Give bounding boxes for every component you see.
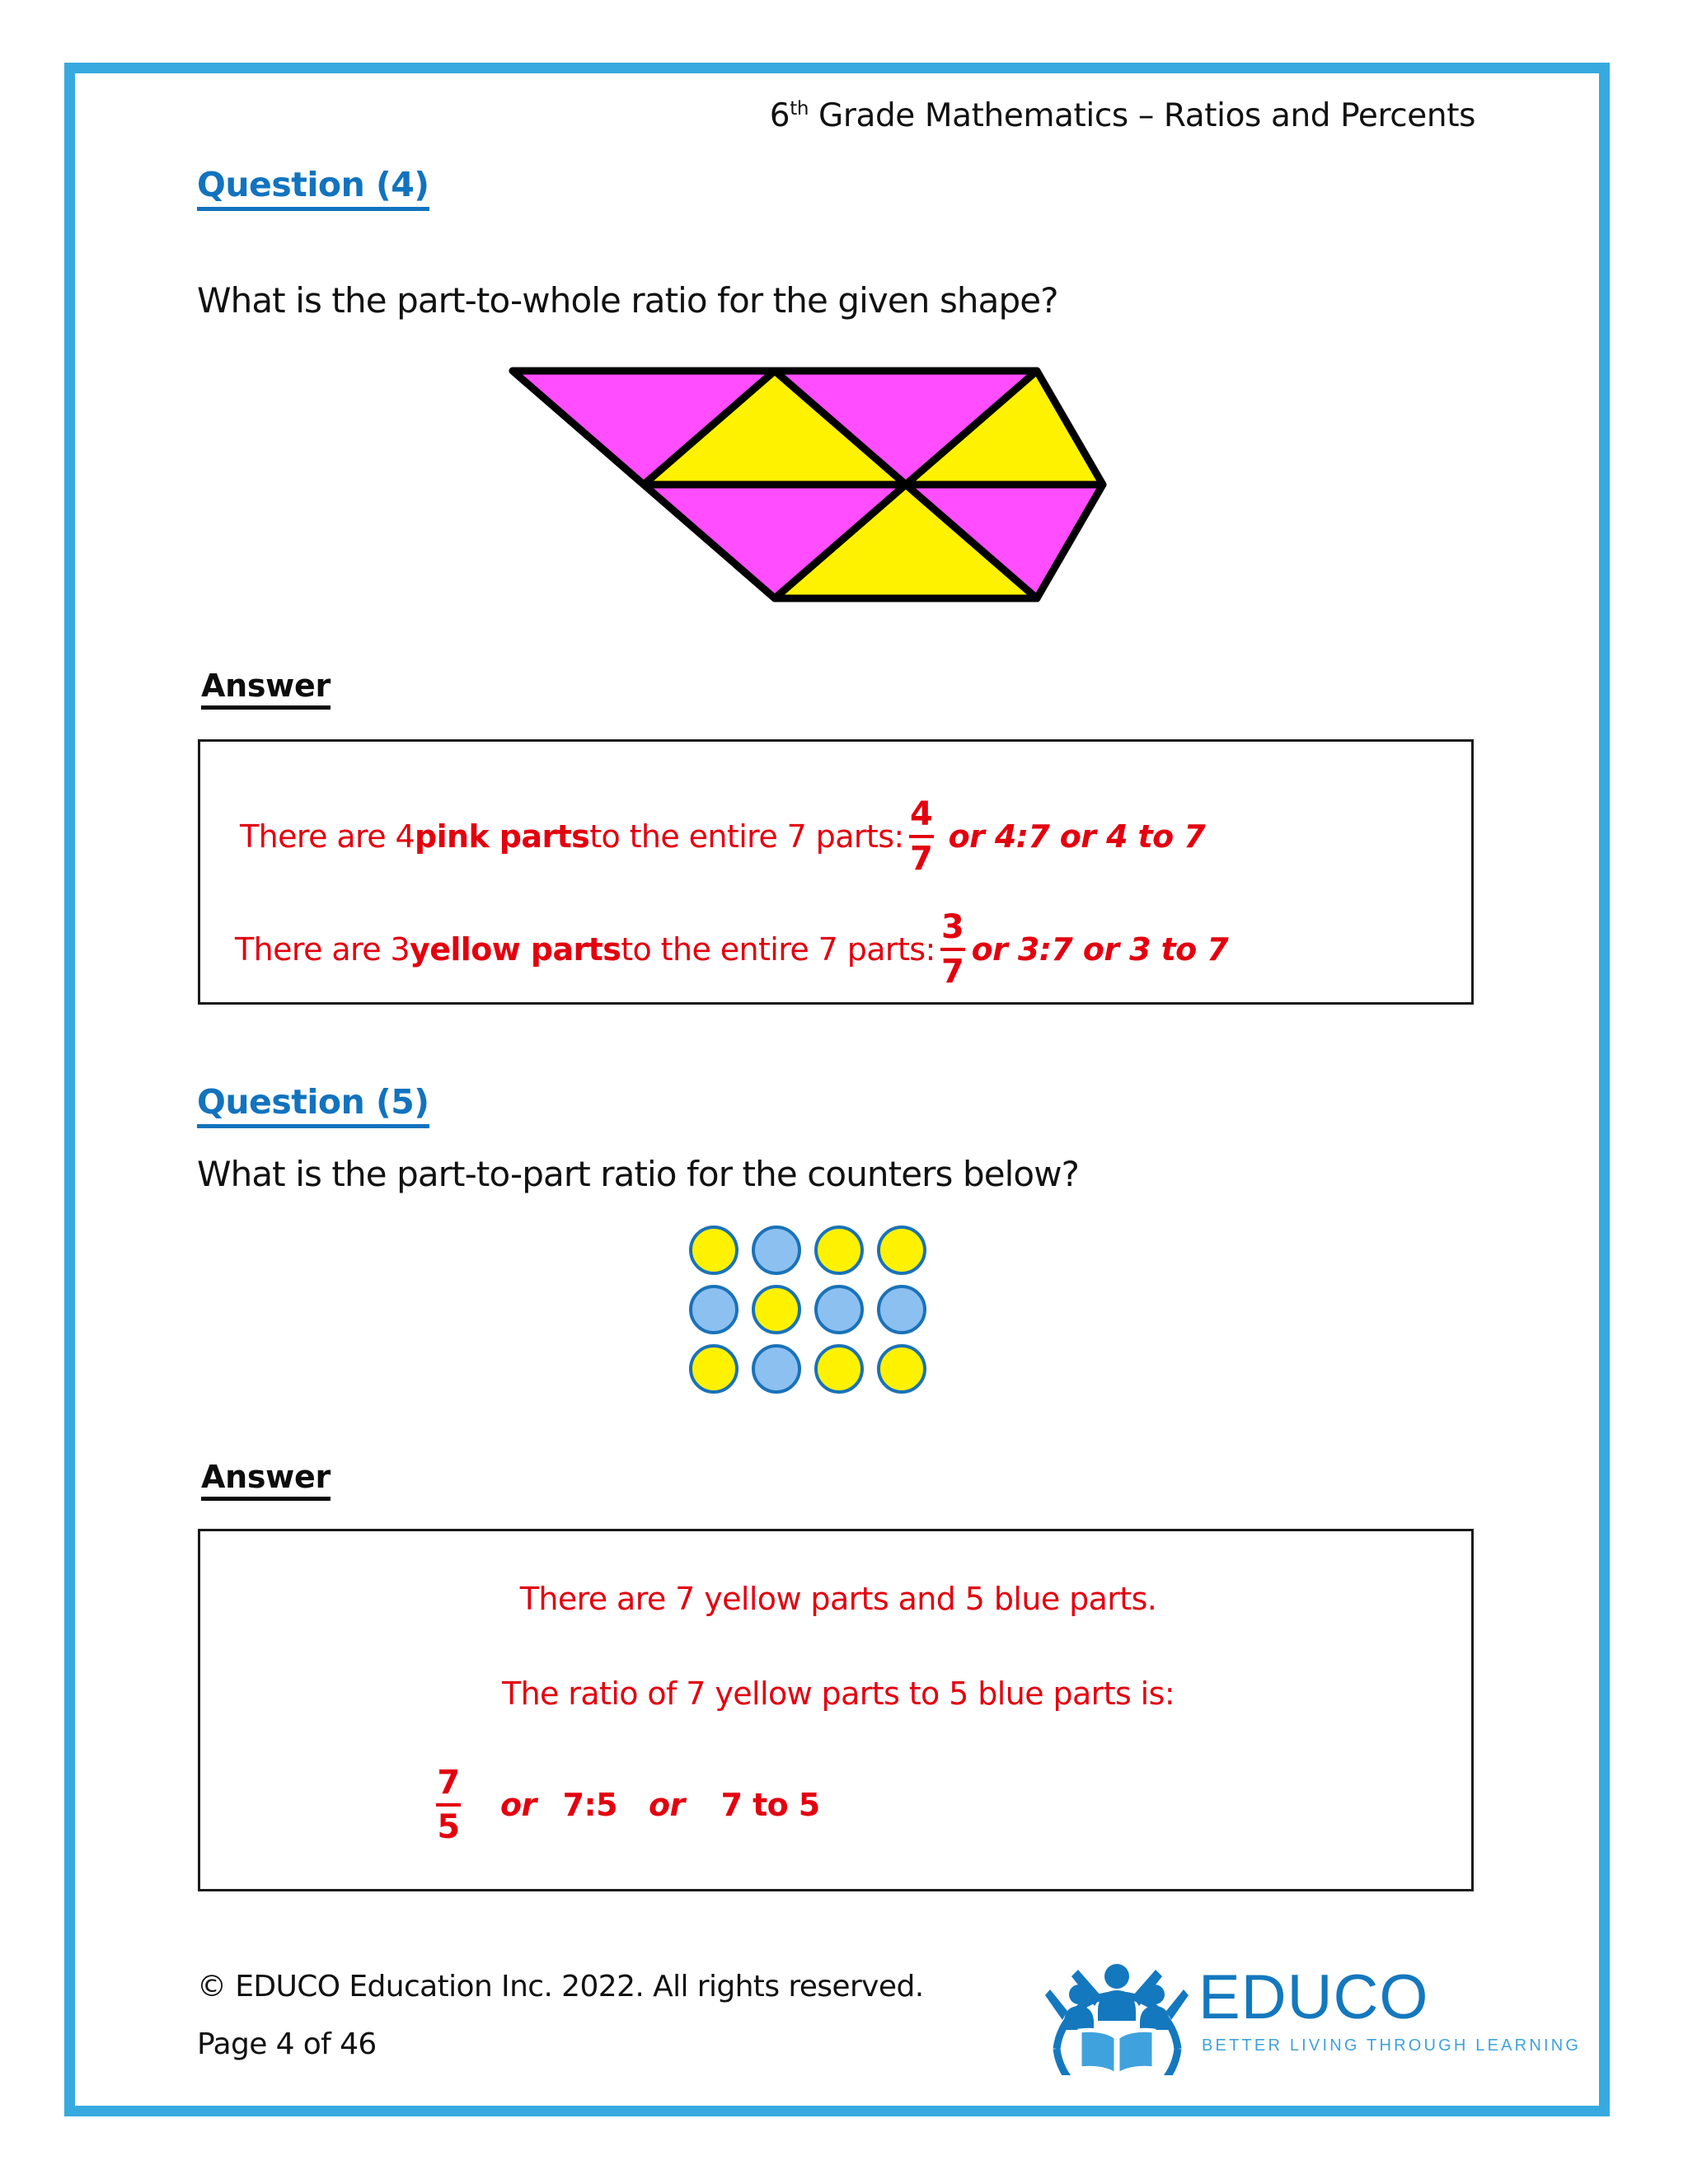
triangle-shape-svg (495, 363, 1121, 610)
answer-5-ratio: 7:5 (562, 1787, 617, 1823)
educo-logo-mark-icon (1045, 1952, 1189, 2075)
answer-4-line-1 (240, 795, 1206, 878)
question-5-heading-label: Question (5) (197, 1082, 429, 1128)
educo-tagline: BETTER LIVING THROUGH LEARNING (1202, 2036, 1582, 2055)
counter-yellow-r1c1 (689, 1226, 738, 1275)
question-4-heading (197, 165, 429, 211)
fraction-bar (909, 835, 934, 838)
answer-4-line1-bold: pink parts (415, 818, 590, 855)
counter-yellow-r3c1 (689, 1344, 738, 1394)
educo-wordmark: EDUCO (1198, 1962, 1429, 2032)
question-5-prompt: What is the part-to-part ratio for the counters below? (197, 1154, 1080, 1194)
answer-label-text: Answer (201, 1459, 331, 1501)
answer-4-line2-pre: There are 3 (235, 931, 410, 968)
answer-4-line1-numerator: 4 (909, 795, 933, 833)
counter-yellow-r3c3 (814, 1344, 864, 1394)
question-5-answer-box (198, 1529, 1474, 1891)
answer-4-line2-bold: yellow parts (410, 931, 621, 968)
answer-4-line1-fraction (909, 795, 934, 878)
page-header (0, 97, 1475, 134)
answer-5-line-1: There are 7 yellow parts and 5 blue parts. (519, 1581, 1157, 1617)
fraction-bar (436, 1803, 461, 1807)
question-5-heading (197, 1082, 429, 1128)
footer-copyright: © EDUCO Education Inc. 2022. All rights reserved. (197, 1970, 924, 2004)
footer-page-number: Page 4 of 46 (197, 2027, 377, 2061)
answer-4-line2-tail: or 3:7 or 3 to 7 (971, 931, 1229, 968)
question-4-answer-box (198, 739, 1474, 1005)
answer-5-words: 7 to 5 (720, 1787, 820, 1823)
question-4-answer-label (201, 668, 331, 710)
fraction-bar (940, 948, 965, 951)
counter-blue-r3c2 (752, 1344, 801, 1394)
question-4-prompt: What is the part-to-whole ratio for the given shape? (197, 280, 1058, 321)
answer-5-line-3 (431, 1766, 820, 1844)
answer-4-line1-mid: to the entire 7 parts: (589, 818, 904, 855)
answer-4-line1-tail: or 4:7 or 4 to 7 (948, 818, 1206, 855)
answer-5-numerator: 7 (437, 1764, 460, 1802)
answer-5-fraction (436, 1766, 461, 1844)
answer-4-line-2 (235, 908, 1229, 991)
triangle-shape-figure (495, 363, 1121, 613)
counter-yellow-r2c2 (752, 1285, 801, 1334)
question-5-answer-label (201, 1459, 331, 1501)
answer-4-line2-denominator: 7 (941, 953, 964, 991)
answer-4-line2-numerator: 3 (941, 908, 964, 946)
answer-5-or-2: or (648, 1787, 685, 1823)
counter-yellow-r1c4 (877, 1226, 926, 1275)
answer-5-line-2: The ratio of 7 yellow parts to 5 blue parts is: (501, 1675, 1175, 1712)
educo-logo (1045, 1952, 1582, 2083)
counters-grid (689, 1226, 926, 1394)
answer-4-line2-mid: to the entire 7 parts: (621, 931, 935, 968)
header-title: Grade Mathematics – Ratios and Percents (809, 97, 1475, 134)
counter-yellow-r1c3 (814, 1226, 864, 1275)
counter-yellow-r3c4 (877, 1344, 926, 1394)
counter-blue-r2c3 (814, 1285, 864, 1334)
counter-blue-r1c2 (752, 1226, 801, 1275)
answer-5-denominator: 5 (437, 1808, 460, 1846)
question-4-heading-label: Question (4) (197, 165, 429, 211)
counter-blue-r2c1 (689, 1285, 738, 1334)
counter-blue-r2c4 (877, 1285, 926, 1334)
answer-4-line1-denominator: 7 (909, 840, 933, 878)
answer-label-text: Answer (201, 668, 331, 710)
answer-4-line1-pre: There are 4 (240, 818, 415, 855)
header-grade-suffix: th (790, 98, 809, 120)
header-grade-number: 6 (769, 97, 790, 134)
answer-4-line2-fraction (940, 908, 965, 991)
answer-5-or-1: or (500, 1787, 537, 1823)
